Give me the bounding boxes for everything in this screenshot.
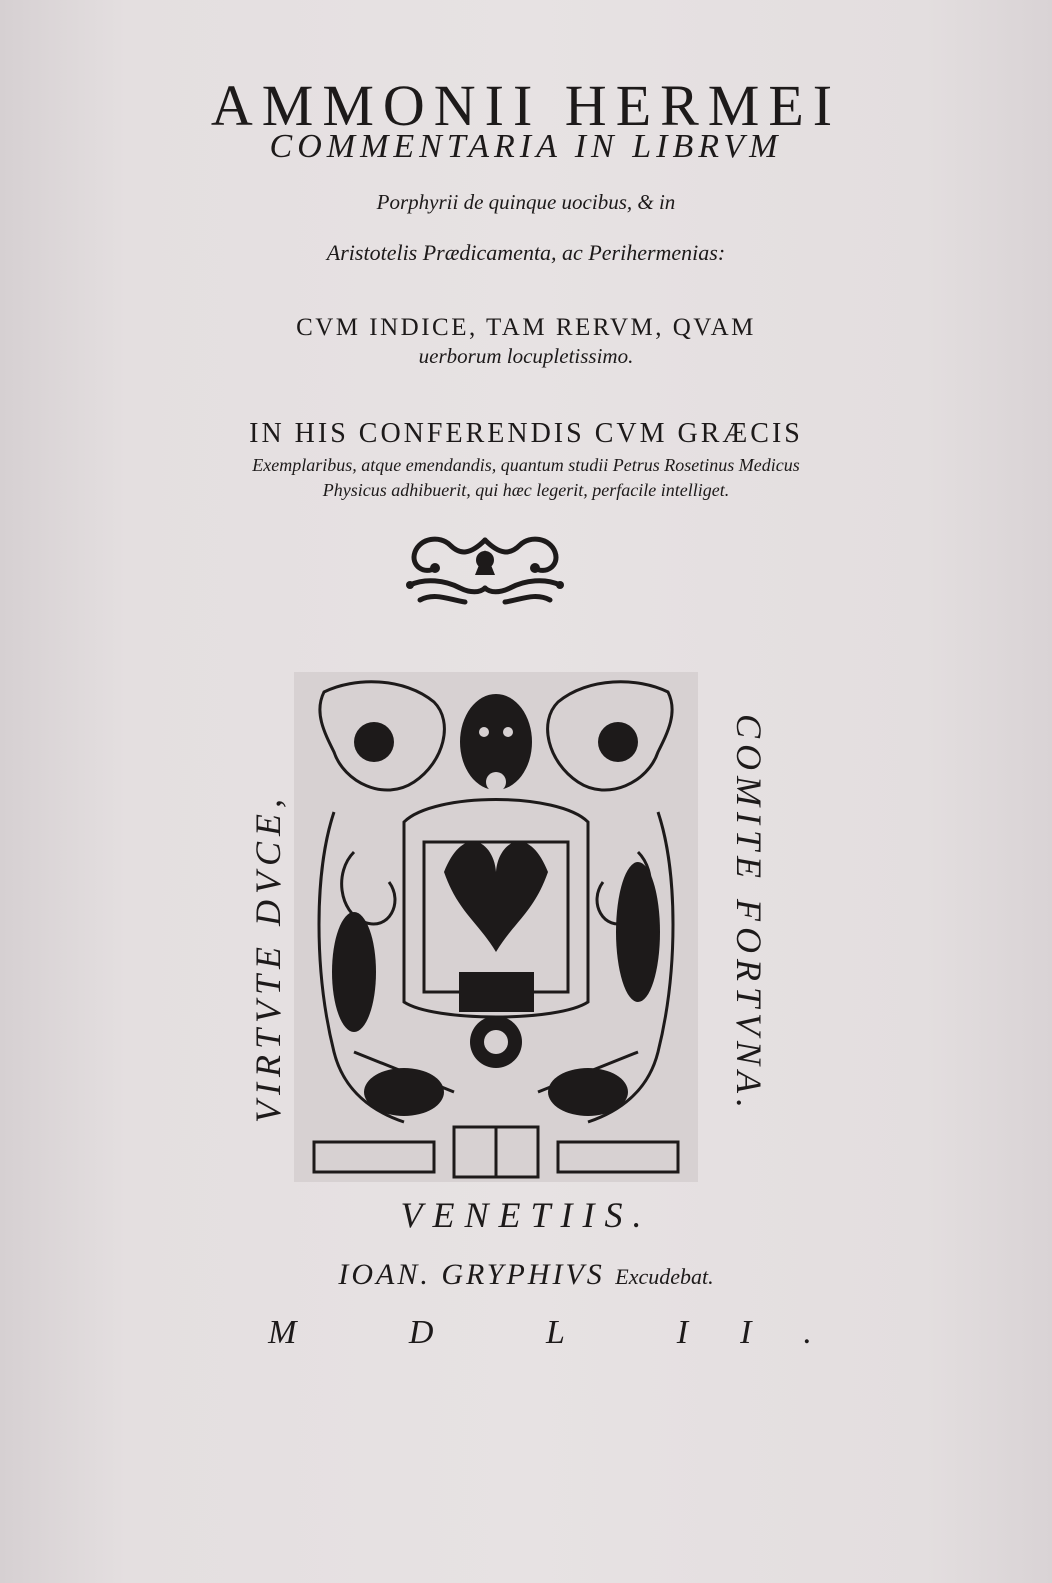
author-name: AMMONII HERMEI xyxy=(210,73,842,138)
subtitle-line-2: Aristotelis Prædicamenta, ac Perihermenias: xyxy=(326,240,726,265)
editor-line-1: IN HIS CONFERENDIS CVM GRÆCIS xyxy=(249,418,803,449)
device-motto-left: VIRTVTE DVCE, xyxy=(248,793,288,1123)
subtitle-line-1: Porphyrii de quinque uocibus, & in xyxy=(376,190,676,214)
printers-device-woodcut xyxy=(294,672,698,1182)
fleuron-ornament-icon xyxy=(390,530,580,610)
imprint-year: M D L II. xyxy=(268,1314,864,1351)
imprint-printer-verb: Excudebat. xyxy=(615,1264,714,1289)
work-title: COMMENTARIA IN LIBRVM xyxy=(269,128,783,165)
index-line-2: uerborum locupletissimo. xyxy=(418,344,634,368)
device-motto-right: COMITE FORTVNA. xyxy=(729,714,769,1114)
imprint-printer-line xyxy=(0,1258,1052,1292)
editor-line-3: Physicus adhibuerit, qui hæc legerit, perfacile intelliget. xyxy=(322,480,730,500)
editor-line-2: Exemplaribus, atque emendandis, quantum studii Petrus Rosetinus Medicus xyxy=(252,455,800,475)
imprint-place: VENETIIS. xyxy=(400,1195,652,1235)
index-line-1: CVM INDICE, TAM RERVM, QVAM xyxy=(296,314,756,341)
imprint-printer: IOAN. GRYPHIVS xyxy=(338,1258,605,1291)
